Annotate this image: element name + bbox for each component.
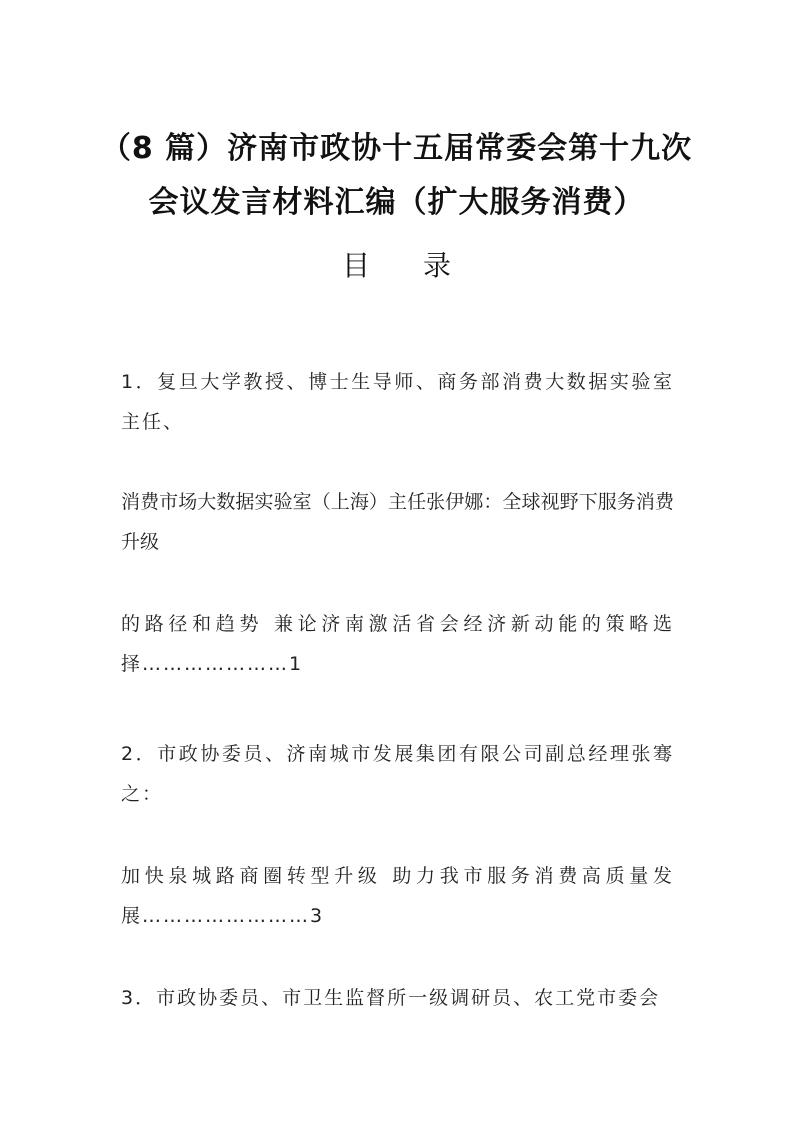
toc-entry-2-part-2: 加快泉城路商圈转型升级 助力我市服务消费高质量发展……………………3 xyxy=(121,865,674,927)
document-title xyxy=(60,122,733,230)
toc-entry-1-part-1: 1．复旦大学教授、博士生导师、商务部消费大数据实验室主任、 xyxy=(121,371,674,433)
toc-entry-2-part-1: 2．市政协委员、济南城市发展集团有限公司副总经理张骞之： xyxy=(121,743,674,805)
toc-entry-1-part-3: 的路径和趋势 兼论济南激活省会经济新动能的策略选择…………………1 xyxy=(121,613,674,675)
toc-heading: 目 录 xyxy=(342,249,473,282)
toc-entry-1-part-2: 消费市场大数据实验室（上海）主任张伊娜：全球视野下服务消费升级 xyxy=(121,491,674,553)
toc-entry-3-part-1: 3．市政协委员、市卫生监督所一级调研员、农工党市委会 xyxy=(121,987,661,1009)
title-line-2: 会议发言材料汇编（扩大服务消费） xyxy=(148,185,645,220)
title-line-1: （8 篇）济南市政协十五届常委会第十九次 xyxy=(100,131,693,166)
